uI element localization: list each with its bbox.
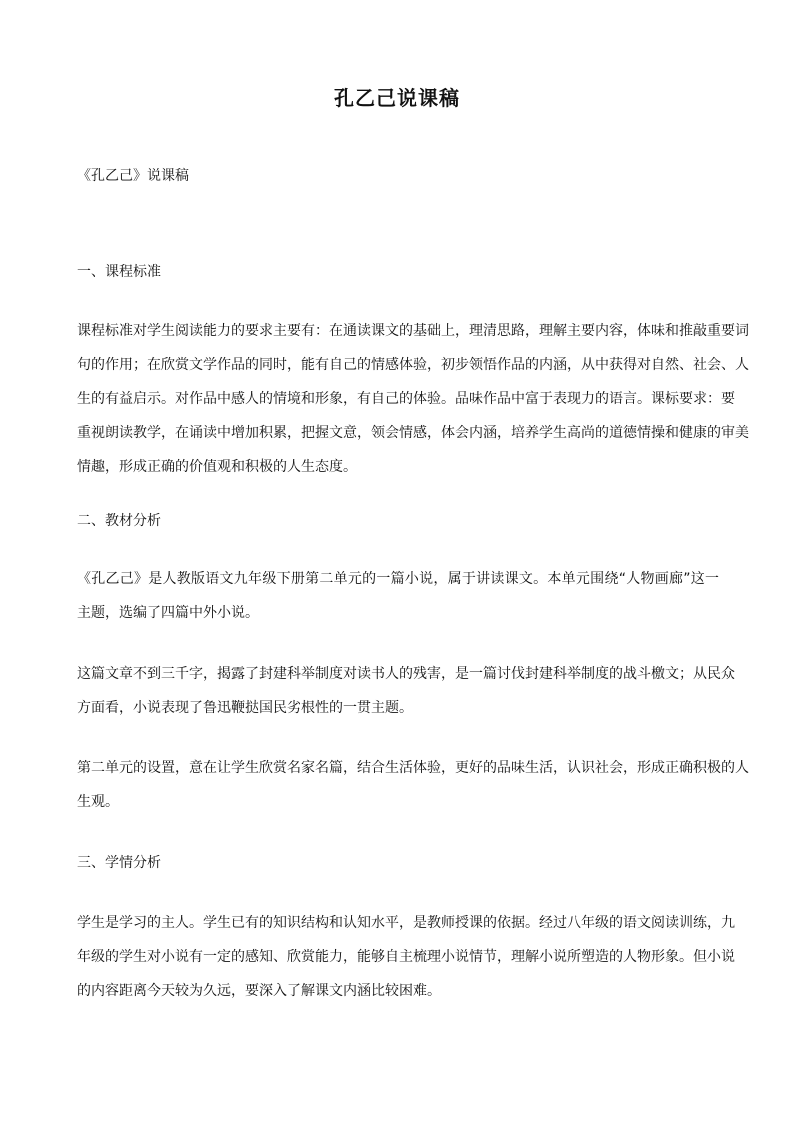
paragraph-line: 生观。	[77, 794, 119, 810]
section-heading-curriculum: 一、课程标准	[77, 264, 161, 280]
paragraph-line: 这篇文章不到三千字，揭露了封建科举制度对读书人的残害，是一篇讨伐封建科举制度的战斗檄文；从民众	[77, 666, 735, 682]
paragraph-line: 第二单元的设置，意在让学生欣赏名家名篇，结合生活体验，更好的品味生活，认识社会，形成正确积极的人	[77, 760, 749, 776]
paragraph-line: 方面看，小说表现了鲁迅鞭挞国民劣根性的一贯主题。	[77, 700, 413, 716]
paragraph-line: 句的作用；在欣赏文学作品的同时，能有自己的情感体验，初步领悟作品的内涵，从中获得对自然、社会、人	[77, 357, 749, 373]
document-subtitle: 《孔乙己》说课稿	[77, 168, 189, 184]
paragraph-line: 主题，选编了四篇中外小说。	[77, 605, 259, 621]
paragraph-line: 重视朗读教学，在诵读中增加积累，把握文意，领会情感，体会内涵，培养学生高尚的道德情操和健康的审美	[77, 425, 749, 441]
paragraph-line: 的内容距离今天较为久远，要深入了解课文内涵比较困难。	[77, 983, 441, 999]
paragraph-line: 学生是学习的主人。学生已有的知识结构和认知水平，是教师授课的依据。经过八年级的语文阅读训练，九	[77, 915, 735, 931]
paragraph-line: 生的有益启示。对作品中感人的情境和形象，有自己的体验。品味作品中富于表现力的语言。课标要求：要	[77, 391, 735, 407]
paragraph-line: 课程标准对学生阅读能力的要求主要有：在通读课文的基础上，理清思路，理解主要内容，体味和推敲重要词	[77, 323, 749, 339]
section-heading-textbook: 二、教材分析	[77, 513, 161, 529]
paragraph-line: 《孔乙己》是人教版语文九年级下册第二单元的一篇小说，属于讲读课文。本单元围绕“人物画廊”这一	[77, 571, 719, 587]
section-heading-students: 三、学情分析	[77, 855, 161, 871]
paragraph-line: 情趣，形成正确的价值观和积极的人生态度。	[77, 459, 357, 475]
page-title: 孔乙己说课稿	[334, 86, 460, 110]
paragraph-line: 年级的学生对小说有一定的感知、欣赏能力，能够自主梳理小说情节，理解小说所塑造的人物形象。但小说	[77, 949, 735, 965]
